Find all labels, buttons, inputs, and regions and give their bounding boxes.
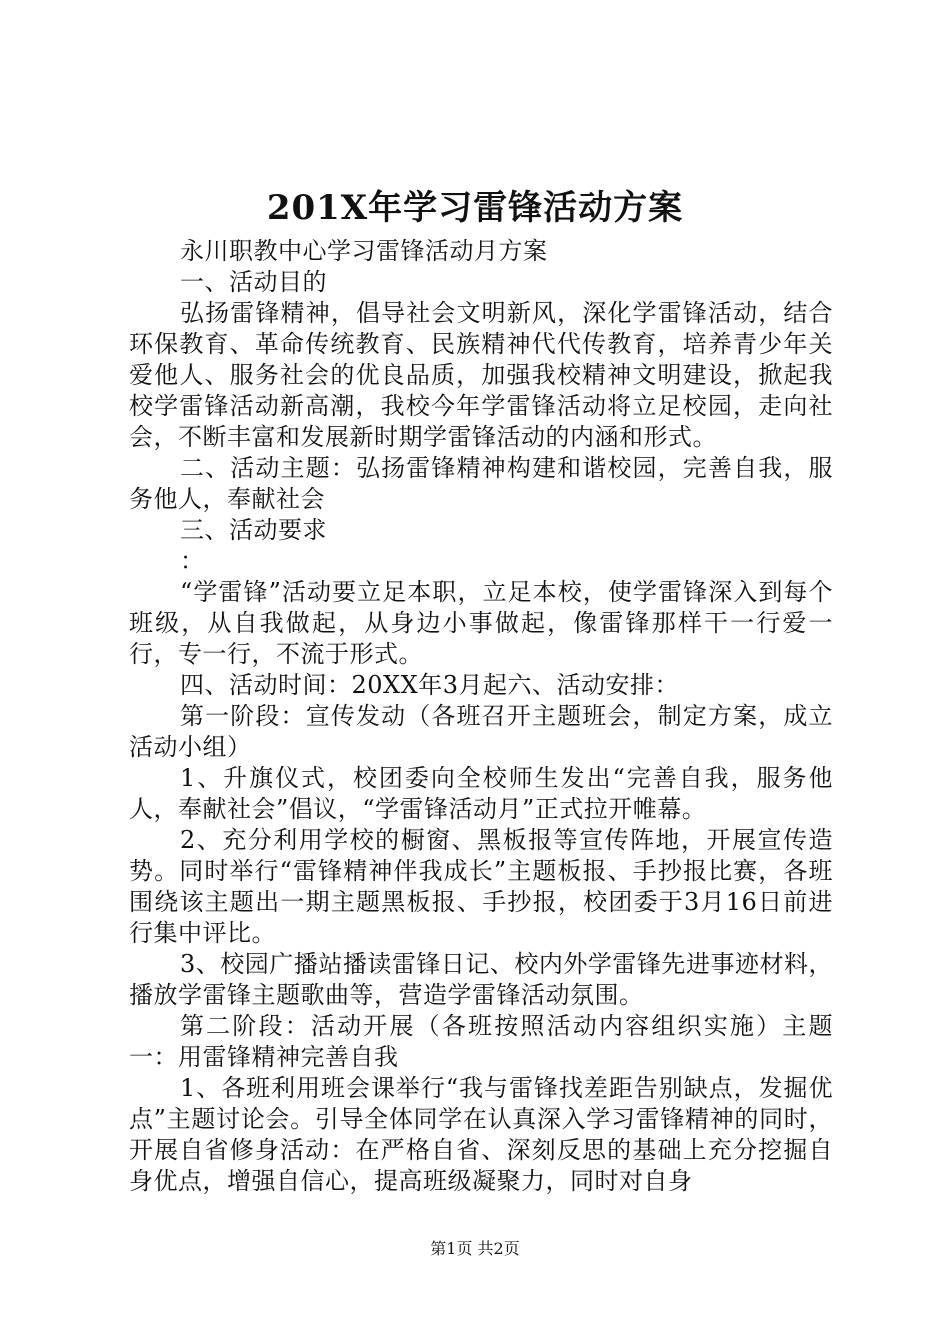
paragraph-colon: ： <box>180 547 205 575</box>
paragraph-heading-requirements: 三、活动要求 <box>180 516 327 544</box>
paragraph-heading-purpose: 一、活动目的 <box>180 268 327 296</box>
paragraph-requirements: “学雷锋”活动要立足本职，立足本校，使学雷锋深入到每个班级，从自我做起，从身边小事做起，像雷锋那样干一行爱一行，专一行，不流于形式。 <box>129 578 833 668</box>
paragraph-item-1: 1、升旗仪式，校团委向全校师生发出“完善自我，服务他人，奉献社会”倡议，“学雷锋活动月”正式拉开帷幕。 <box>129 764 833 823</box>
paragraph-stage-two: 第二阶段：活动开展（各班按照活动内容组织实施）主题一：用雷锋精神完善自我 <box>129 1012 833 1071</box>
paragraph-time: 四、活动时间：20XX年3月起六、活动安排： <box>180 671 679 699</box>
document-title: 201X年学习雷锋活动方案 <box>266 188 684 228</box>
paragraph-purpose: 弘扬雷锋精神，倡导社会文明新风，深化学雷锋活动，结合环保教育、革命传统教育、民族精神代代传教育，培养青少年关爱他人、服务社会的优良品质，加强我校精神文明建设，掀起我校学雷锋活动新高潮，我校今年学雷锋活动将立足校园，走向社会，不断丰富和发展新时期学雷锋活动的内涵和形式。 <box>129 299 833 451</box>
paragraph-item-2: 2、充分利用学校的橱窗、黑板报等宣传阵地，开展宣传造势。同时举行“雷锋精神伴我成长”主题板报、手抄报比赛，各班围绕该主题出一期主题黑板报、手抄报，校团委于3月16日前进行集中评比。 <box>129 826 833 947</box>
paragraph-stage-two-item-1: 1、各班利用班会课举行“我与雷锋找差距告别缺点，发掘优点”主题讨论会。引导全体同学在认真深入学习雷锋精神的同时，开展自省修身活动：在严格自省、深刻反思的基础上充分挖掘自身优点，增强自信心，提高班级凝聚力，同时对自身 <box>129 1074 833 1195</box>
paragraph-item-3: 3、校园广播站播读雷锋日记、校内外学雷锋先进事迹材料，播放学雷锋主题歌曲等，营造学雷锋活动氛围。 <box>129 950 833 1009</box>
document-body <box>129 236 833 1197</box>
paragraph-theme: 二、活动主题：弘扬雷锋精神构建和谐校园，完善自我，服务他人，奉献社会 <box>129 454 833 513</box>
paragraph-subtitle: 永川职教中心学习雷锋活动月方案 <box>180 237 548 265</box>
page-footer: 第1页 共2页 <box>430 1239 520 1258</box>
paragraph-stage-one: 第一阶段：宣传发动（各班召开主题班会，制定方案，成立活动小组） <box>129 702 833 761</box>
